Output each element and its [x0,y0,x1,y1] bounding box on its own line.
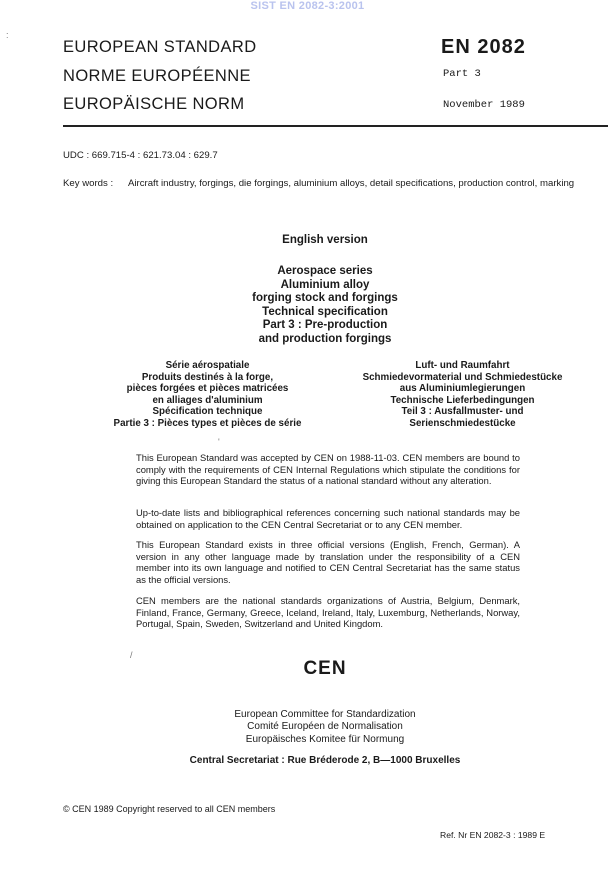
committee-name-fr: Comité Européen de Normalisation [247,721,403,733]
title-line: Technische Lieferbedingungen [390,394,535,406]
document-watermark: SIST EN 2082-3:2001 [250,0,365,12]
standard-date: November 1989 [443,99,525,111]
title-line: Partie 3 : Pièces types et pièces de série [113,417,302,429]
members-paragraph: CEN members are the national standards organizations of Austria, Belgium, Denmark, Finland, France, Germany, Greece, Iceland, Ireland, Italy, Luxemburg, Netherlands, Norway, Portugal, Spain, Sweden, Switzerland and United Kingdom. [136,595,520,630]
title-line: Spécification technique [152,406,263,417]
standard-number: EN 2082 [441,36,526,58]
reference-number: Ref. Nr EN 2082-3 : 1989 E [440,830,546,840]
title-line: Serienschmiedestücke [409,417,516,429]
committee-name-en: European Committee for Standardization [234,709,416,720]
header-divider [63,125,608,127]
header-title-de: EUROPÄISCHE NORM [63,95,245,113]
title-line: pièces forgées et pièces matricées [126,383,289,394]
title-line: Part 3 : Pre-production [262,319,388,331]
scan-mark: ' [218,437,220,447]
keywords-text: Aircraft industry, forgings, die forgings, aluminium alloys, detail specifications, production control, marking [128,178,575,189]
title-line: Technical specification [262,305,388,318]
title-line: Schmiedevormaterial und Schmiedestücke [362,371,563,383]
acceptance-paragraph: This European Standard was accepted by CEN on 1988-11-03. CEN members are bound to comply with the requirements of CEN Internal Regulations which stipulate the conditions for giving this European Standard the status of a national standard without any alteration. [136,452,520,487]
title-line: aus Aluminiumlegierungen [399,383,526,394]
title-line: Série aérospatiale [165,360,250,371]
scan-mark: / [130,650,133,660]
copyright-notice: © CEN 1989 Copyright reserved to all CEN members [63,804,276,814]
title-line: Aluminium alloy [280,278,370,291]
title-german [340,360,585,429]
title-line: en alliages d'aluminium [152,394,263,406]
references-paragraph: Up-to-date lists and bibliographical references concerning such national standards may be obtained on application to the CEN Central Secretariat or to any CEN member. [136,507,520,530]
udc-line: UDC : 669.715-4 : 621.73.04 : 629.7 [63,150,218,161]
title-line: Aerospace series [277,265,373,277]
central-secretariat: Central Secretariat : Rue Bréderode 2, B—1000 Bruxelles [189,755,461,766]
version-heading: English version [282,234,368,246]
standard-part: Part 3 [443,68,481,80]
committee-names [200,709,450,746]
title-french [95,360,320,429]
keywords-label: Key words : [63,178,114,189]
header-title-fr: NORME EUROPÉENNE [63,67,251,85]
cen-logo: CEN [303,658,347,679]
versions-paragraph: This European Standard exists in three official versions (English, French, German). A version in any other language made by translation under the responsibility of a CEN member into its own language and notified to CEN Central Secretariat has the same status as the official versions. [136,539,520,585]
scan-mark: : [6,30,9,40]
title-line: and production forgings [258,332,392,345]
title-english [160,265,490,346]
title-line: Luft- und Raumfahrt [415,360,510,371]
header-title-en: EUROPEAN STANDARD [63,38,257,56]
committee-name-de: Europäisches Komitee für Normung [245,733,405,745]
title-line: forging stock and forgings [252,292,398,304]
title-line: Produits destinés à la forge, [141,371,274,383]
title-line: Teil 3 : Ausfallmuster- und [401,406,524,417]
